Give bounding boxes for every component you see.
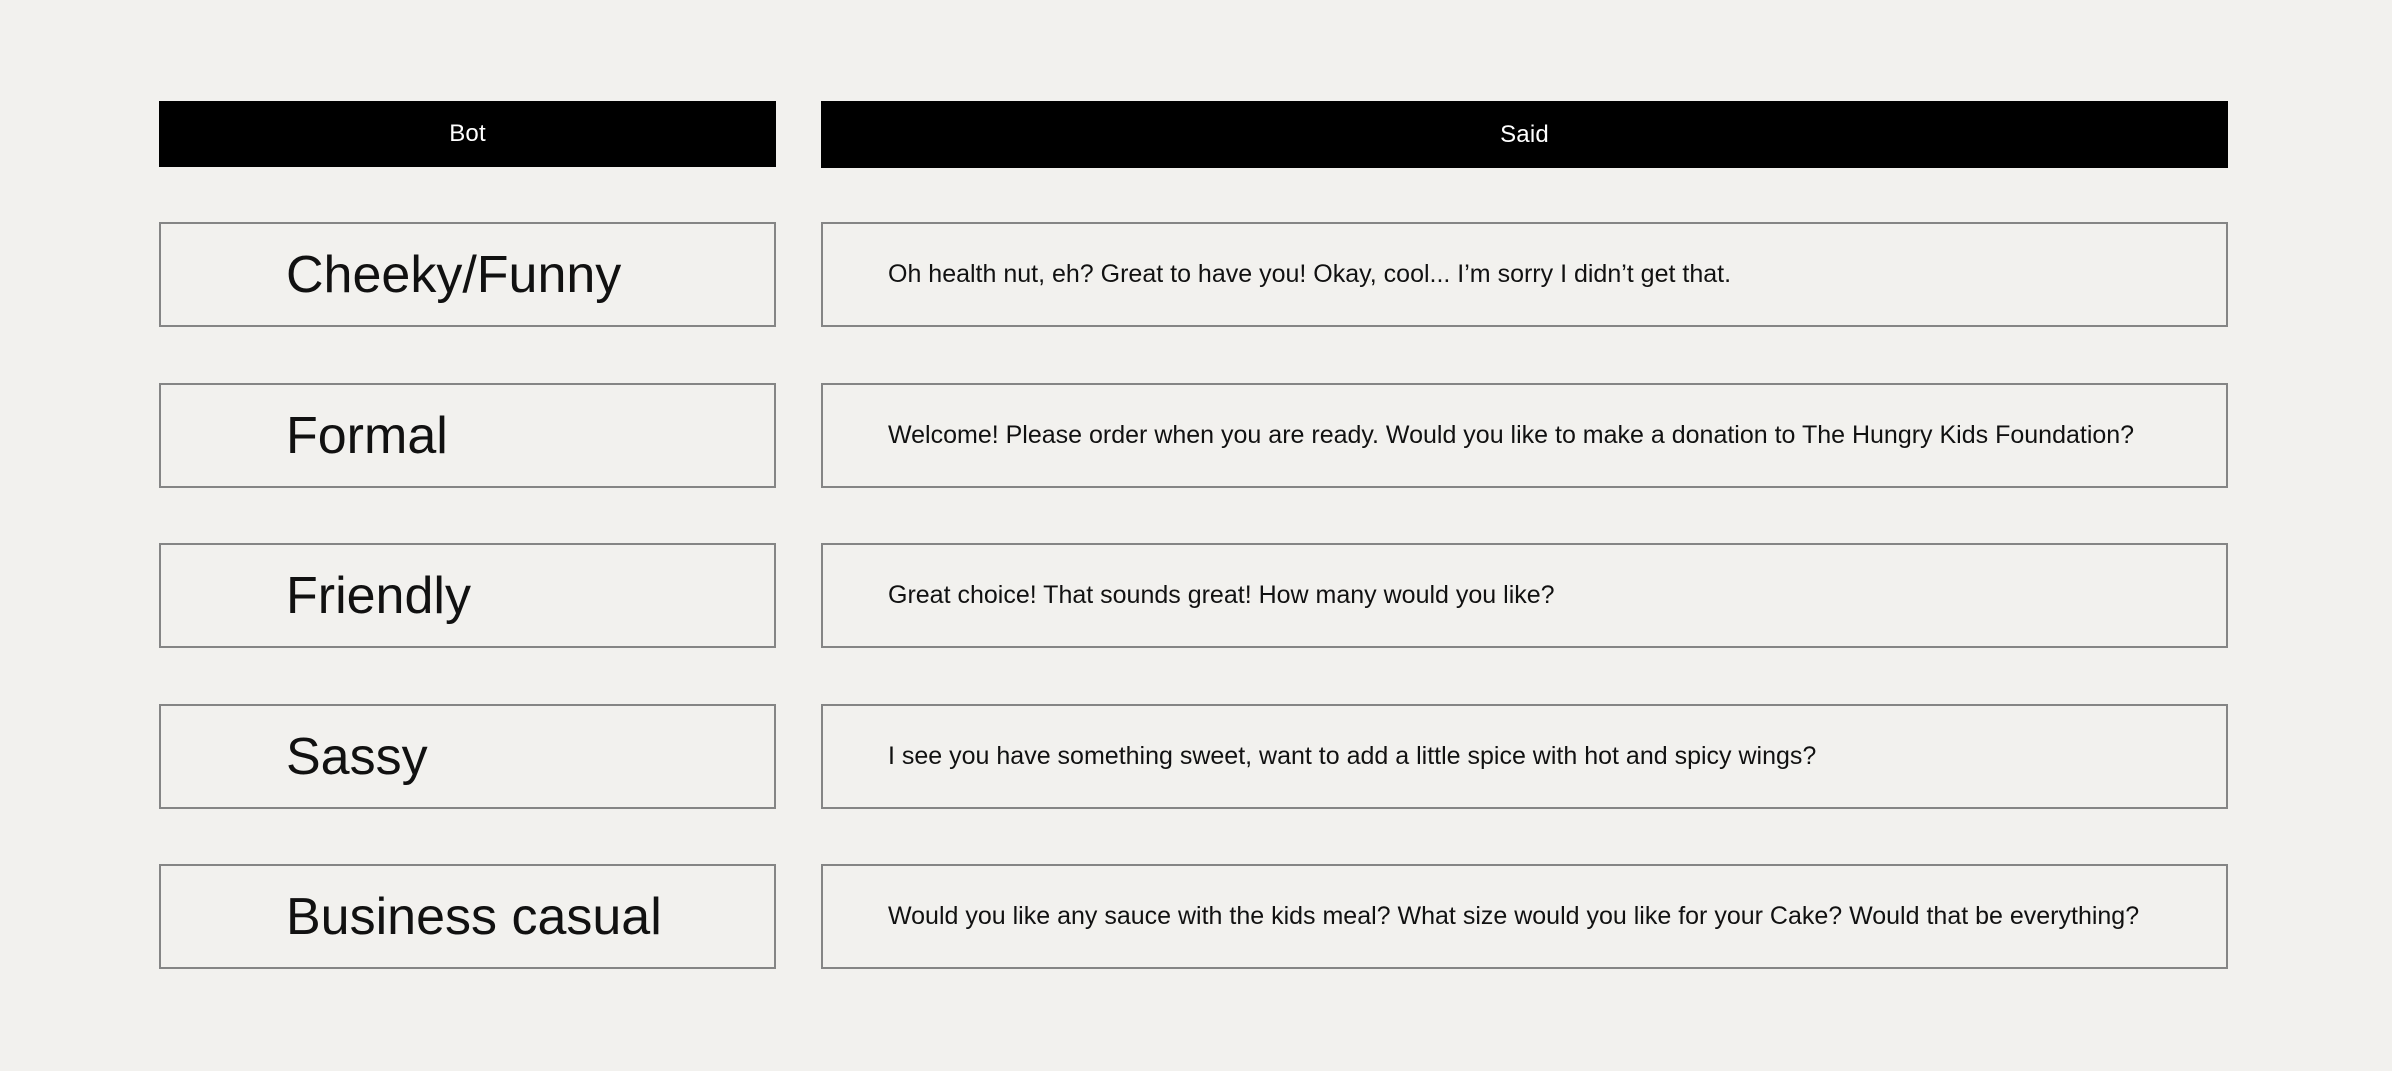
said-text: Great choice! That sounds great! How many would you like? [888, 581, 1555, 609]
table-row-bot-cell [159, 383, 776, 488]
table-row-said-cell [821, 543, 2228, 648]
table-row-said-cell [821, 864, 2228, 969]
table-row-bot-cell [159, 704, 776, 809]
bot-name: Formal [286, 406, 448, 465]
header-bot-label: Bot [449, 120, 486, 147]
said-text: Welcome! Please order when you are ready. Would you like to make a donation to The Hungry Kids Foundation? [888, 421, 2135, 449]
bot-name: Friendly [286, 566, 471, 625]
bot-name: Cheeky/Funny [286, 245, 622, 304]
table-row-bot-cell [159, 864, 776, 969]
table-row-bot-cell [159, 543, 776, 648]
bot-name: Sassy [286, 727, 428, 786]
header-bot [159, 101, 776, 167]
bot-name: Business casual [286, 887, 662, 946]
table-row-said-cell [821, 704, 2228, 809]
table-row-said-cell [821, 222, 2228, 327]
said-text: Oh health nut, eh? Great to have you! Okay, cool... I’m sorry I didn’t get that. [888, 260, 1732, 288]
said-text: Would you like any sauce with the kids meal? What size would you like for your Cake? Would that be everything? [888, 902, 2140, 930]
table-row-said-cell [821, 383, 2228, 488]
header-said-label: Said [1500, 120, 1549, 148]
header-said [821, 101, 2228, 168]
table-row-bot-cell [159, 222, 776, 327]
said-text: I see you have something sweet, want to add a little spice with hot and spicy wings? [888, 742, 1817, 770]
